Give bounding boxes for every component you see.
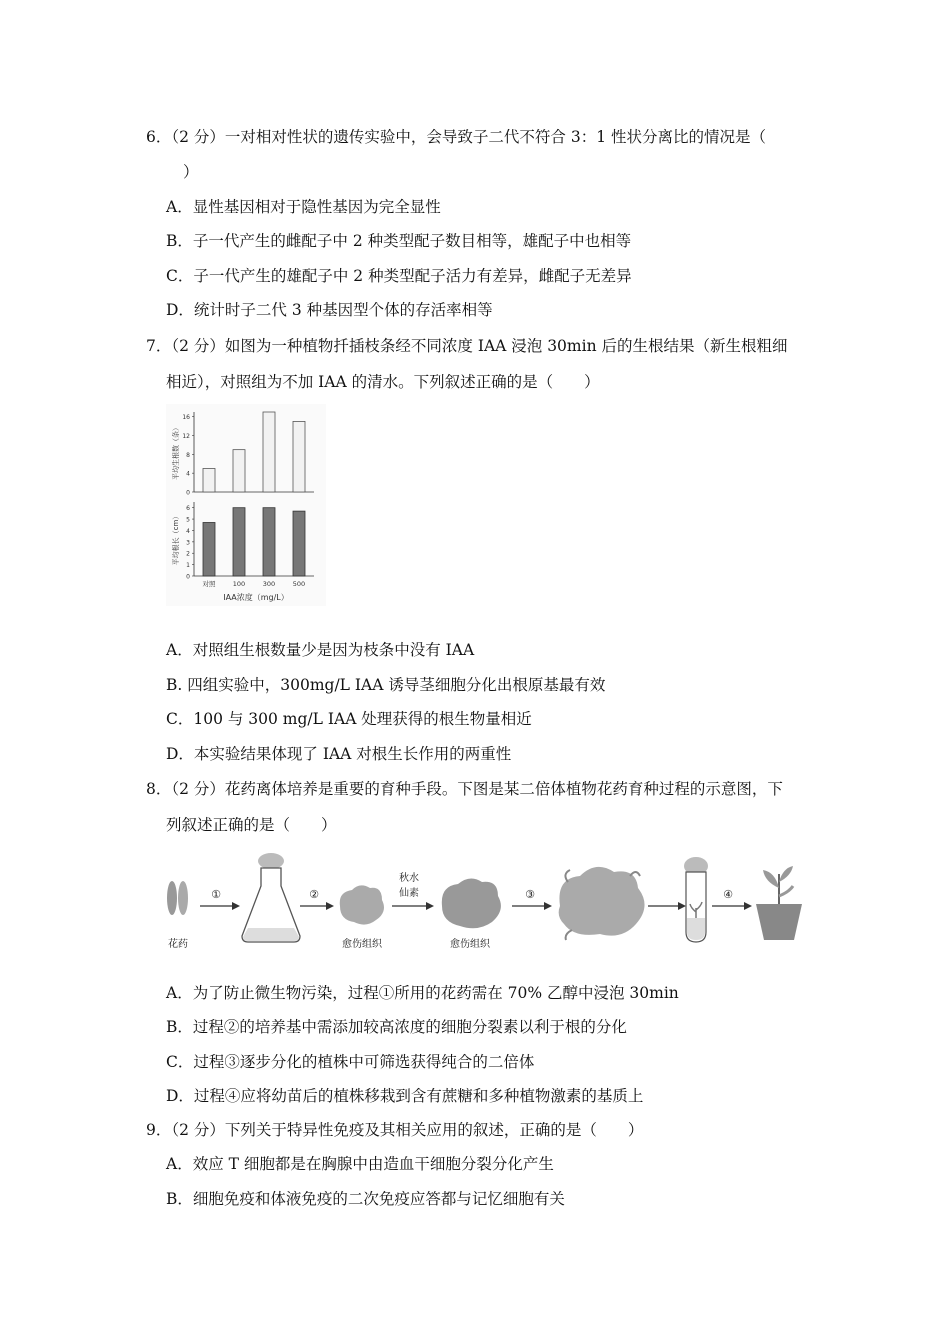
q7-stem-cont: 相近），对照组为不加 IAA 的清水。下列叙述正确的是（ ）: [166, 373, 600, 391]
q6-option-d: D．统计时子二代 3 种基因型个体的存活率相等: [166, 301, 493, 319]
x-tick-label: 100: [232, 580, 246, 588]
bar-100: [233, 508, 245, 576]
y-tick-label: 0: [186, 573, 190, 581]
y-tick-label: 1: [186, 562, 190, 570]
q8-stem: 8．（2 分）花药离体培养是重要的育种手段。下图是某二倍体植物花药育种过程的示意图，下: [146, 780, 783, 798]
potted-plant-illustration: [756, 866, 802, 940]
chart-xlabel: IAA浓度（mg/L）: [223, 593, 289, 602]
bar-500: [293, 421, 305, 492]
y-tick-label: 12: [182, 433, 190, 441]
bar-300: [263, 508, 275, 576]
step-2-label: ②: [309, 888, 319, 901]
q6-option-b: B．子一代产生的雌配子中 2 种类型配子数目相等，雄配子中也相等: [166, 232, 632, 250]
q6-stem-cont: ）: [183, 163, 199, 181]
y-tick-label: 3: [186, 539, 190, 547]
q7-stem: 7．（2 分）如图为一种植物扦插枝条经不同浓度 IAA 浸泡 30min 后的生根结果（新生根粗细: [146, 337, 788, 355]
x-tick-label: 500: [292, 580, 306, 588]
iaa-bar-charts: [166, 404, 326, 606]
y-tick-label: 16: [182, 414, 190, 422]
step-4-label: ④: [723, 888, 733, 901]
callus-label-1: 愈伤组织: [342, 939, 382, 950]
q8-stem-cont: 列叙述正确的是（ ）: [166, 816, 337, 834]
q7-option-d: D．本实验结果体现了 IAA 对根生长作用的两重性: [166, 745, 512, 763]
anther-label: 花药: [168, 939, 188, 950]
q6-option-c: C．子一代产生的雄配子中 2 种类型配子活力有差异，雌配子无差异: [166, 267, 632, 285]
callus-2-illustration: [442, 878, 501, 928]
y-tick-label: 6: [186, 505, 190, 513]
bar-100: [233, 450, 245, 492]
q8-option-c: C．过程③逐步分化的植株中可筛选获得纯合的二倍体: [166, 1053, 535, 1071]
x-tick-label: 300: [262, 580, 276, 588]
anther-culture-diagram: [160, 848, 810, 956]
y-tick-label: 4: [186, 527, 190, 535]
q7-option-c: C．100 与 300 mg/L IAA 处理获得的根生物量相近: [166, 710, 532, 728]
y-tick-label: 8: [186, 451, 190, 459]
bar-对照: [203, 468, 215, 492]
y-tick-label: 5: [186, 516, 190, 524]
q9-option-b: B．细胞免疫和体液免疫的二次免疫应答都与记忆细胞有关: [166, 1190, 565, 1208]
callus-label-2: 愈伤组织: [450, 939, 490, 950]
y-tick-label: 2: [186, 550, 190, 558]
callus-1-illustration: [340, 885, 384, 924]
colchicine-label-2: 仙素: [399, 888, 419, 899]
colchicine-label-1: 秋水: [399, 873, 419, 884]
x-tick-label: 对照: [202, 580, 216, 588]
y-tick-label: 4: [186, 470, 190, 478]
y-axis-label: 平均根长（cm）: [172, 512, 180, 566]
q6-option-a: A．显性基因相对于隐性基因为完全显性: [166, 198, 441, 216]
q6-stem: 6．（2 分）一对相对性状的遗传实验中，会导致子二代不符合 3：1 性状分离比的情况是（: [146, 128, 766, 146]
anther-illustration: [167, 881, 188, 915]
bar-500: [293, 511, 305, 576]
differentiating-callus-illustration: [559, 867, 645, 936]
y-axis-label: 平均生根数（条）: [172, 424, 180, 480]
step-3-label: ③: [525, 888, 535, 901]
step-1-label: ①: [211, 888, 221, 901]
test-tube-illustration: [684, 857, 708, 942]
bar-300: [263, 412, 275, 492]
q9-stem: 9．（2 分）下列关于特异性免疫及其相关应用的叙述，正确的是（ ）: [146, 1121, 644, 1139]
q7-option-a: A．对照组生根数量少是因为枝条中没有 IAA: [166, 641, 475, 659]
q8-option-a: A．为了防止微生物污染，过程①所用的花药需在 70% 乙醇中浸泡 30min: [166, 984, 679, 1002]
y-tick-label: 0: [186, 489, 190, 497]
flask-illustration: [242, 853, 300, 942]
q8-option-b: B．过程②的培养基中需添加较高浓度的细胞分裂素以利于根的分化: [166, 1018, 627, 1036]
q8-option-d: D．过程④应将幼苗后的植株移栽到含有蔗糖和多种植物激素的基质上: [166, 1087, 644, 1105]
q7-option-b: B. 四组实验中，300mg/L IAA 诱导茎细胞分化出根原基最有效: [166, 676, 606, 694]
bar-对照: [203, 522, 215, 576]
q9-option-a: A．效应 T 细胞都是在胸腺中由造血干细胞分裂分化产生: [166, 1155, 554, 1173]
